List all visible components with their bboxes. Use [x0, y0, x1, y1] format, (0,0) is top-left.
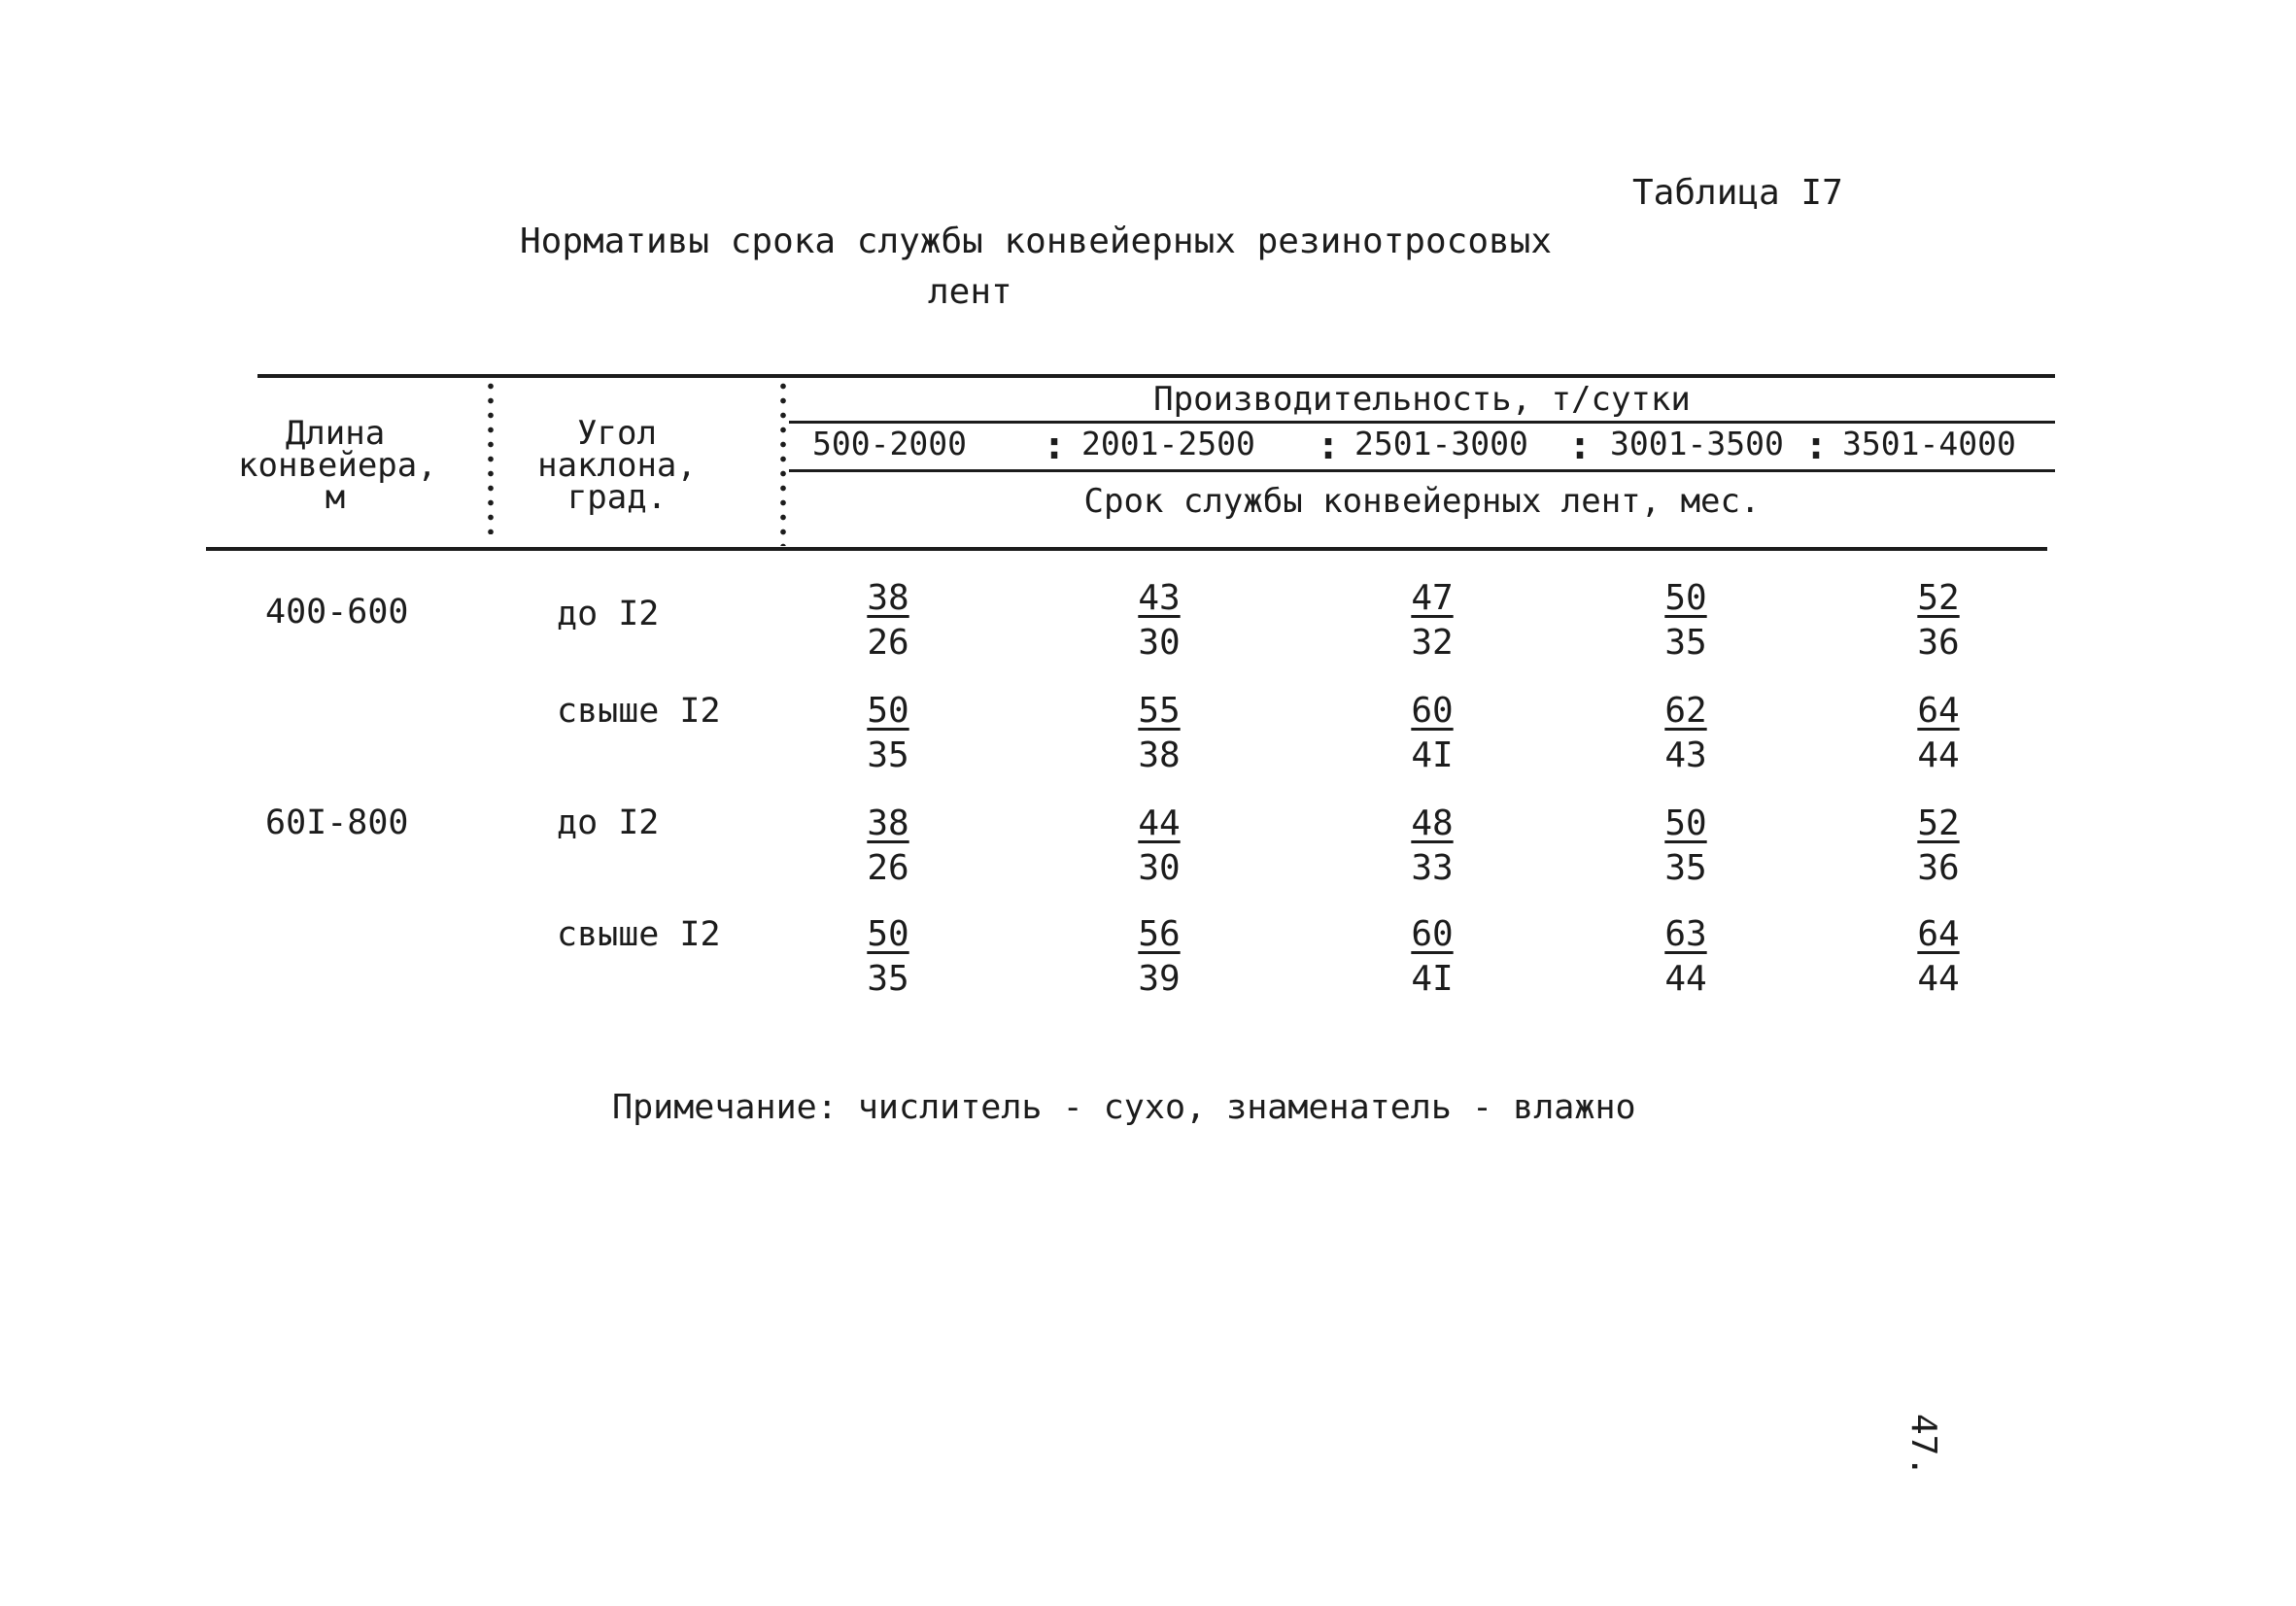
value-cell: $\frac{62}{43}$	[1664, 691, 1707, 775]
row-angle: свыше I2	[557, 915, 721, 954]
table-number: Таблица I7	[1632, 173, 1843, 213]
header-productivity: Производительность, т/сутки	[1153, 380, 1691, 419]
separator-dots-1	[488, 379, 494, 534]
value-cell: $\frac{43}{30}$	[1138, 578, 1181, 663]
value-cell: $\frac{52}{36}$	[1917, 578, 1960, 663]
row-angle: до I2	[557, 803, 660, 842]
value-cell: $\frac{50}{35}$	[1664, 578, 1707, 663]
value-cell: $\frac{50}{35}$	[867, 914, 909, 999]
value-cell: $\frac{60}{4I}$	[1411, 691, 1454, 775]
row-angle: свыше I2	[557, 692, 721, 731]
value-cell: $\frac{38}{26}$	[867, 578, 909, 663]
table-title-continued: лент	[928, 272, 1012, 312]
range-separator: :	[1317, 424, 1341, 468]
value-cell: $\frac{48}{33}$	[1411, 803, 1454, 888]
value-cell: $\frac{50}{35}$	[1664, 803, 1707, 888]
value-cell: $\frac{63}{44}$	[1664, 914, 1707, 999]
header-bottom-rule	[206, 547, 2047, 551]
range-2: 2001-2500	[1081, 425, 1255, 462]
range-separator: :	[1568, 424, 1593, 468]
row-angle: до I2	[557, 595, 660, 633]
range-4: 3001-3500	[1610, 425, 1784, 462]
value-cell: $\frac{56}{39}$	[1138, 914, 1181, 999]
range-3: 2501-3000	[1354, 425, 1528, 462]
value-cell: $\frac{50}{35}$	[867, 691, 909, 775]
value-cell: $\frac{64}{44}$	[1917, 691, 1960, 775]
header-angle: Угол наклона, град.	[537, 414, 697, 517]
value-cell: $\frac{38}{26}$	[867, 803, 909, 888]
table-note: Примечание: числитель - сухо, знаменатель - влажно	[612, 1088, 1636, 1127]
header-service-life: Срок службы конвейерных лент, мес.	[1083, 482, 1761, 521]
top-rule	[257, 374, 2055, 378]
row-length: 60I-800	[265, 803, 409, 842]
header-length: Длина конвейера, м	[238, 414, 437, 517]
page-number: 47.	[1903, 1414, 1943, 1478]
range-1: 500-2000	[812, 425, 967, 462]
value-cell: $\frac{47}{32}$	[1411, 578, 1454, 663]
productivity-rule	[789, 421, 2055, 424]
row-length: 400-600	[265, 593, 409, 632]
range-separator: :	[1043, 424, 1067, 468]
table-title: Нормативы срока службы конвейерных резинотросовых	[520, 222, 1553, 261]
ranges-rule	[789, 469, 2055, 472]
value-cell: $\frac{44}{30}$	[1138, 803, 1181, 888]
value-cell: $\frac{60}{4I}$	[1411, 914, 1454, 999]
range-separator: :	[1804, 424, 1829, 468]
value-cell: $\frac{55}{38}$	[1138, 691, 1181, 775]
value-cell: $\frac{52}{36}$	[1917, 803, 1960, 888]
value-cell: $\frac{64}{44}$	[1917, 914, 1960, 999]
range-5: 3501-4000	[1842, 425, 2016, 462]
separator-dots-2	[780, 379, 786, 546]
